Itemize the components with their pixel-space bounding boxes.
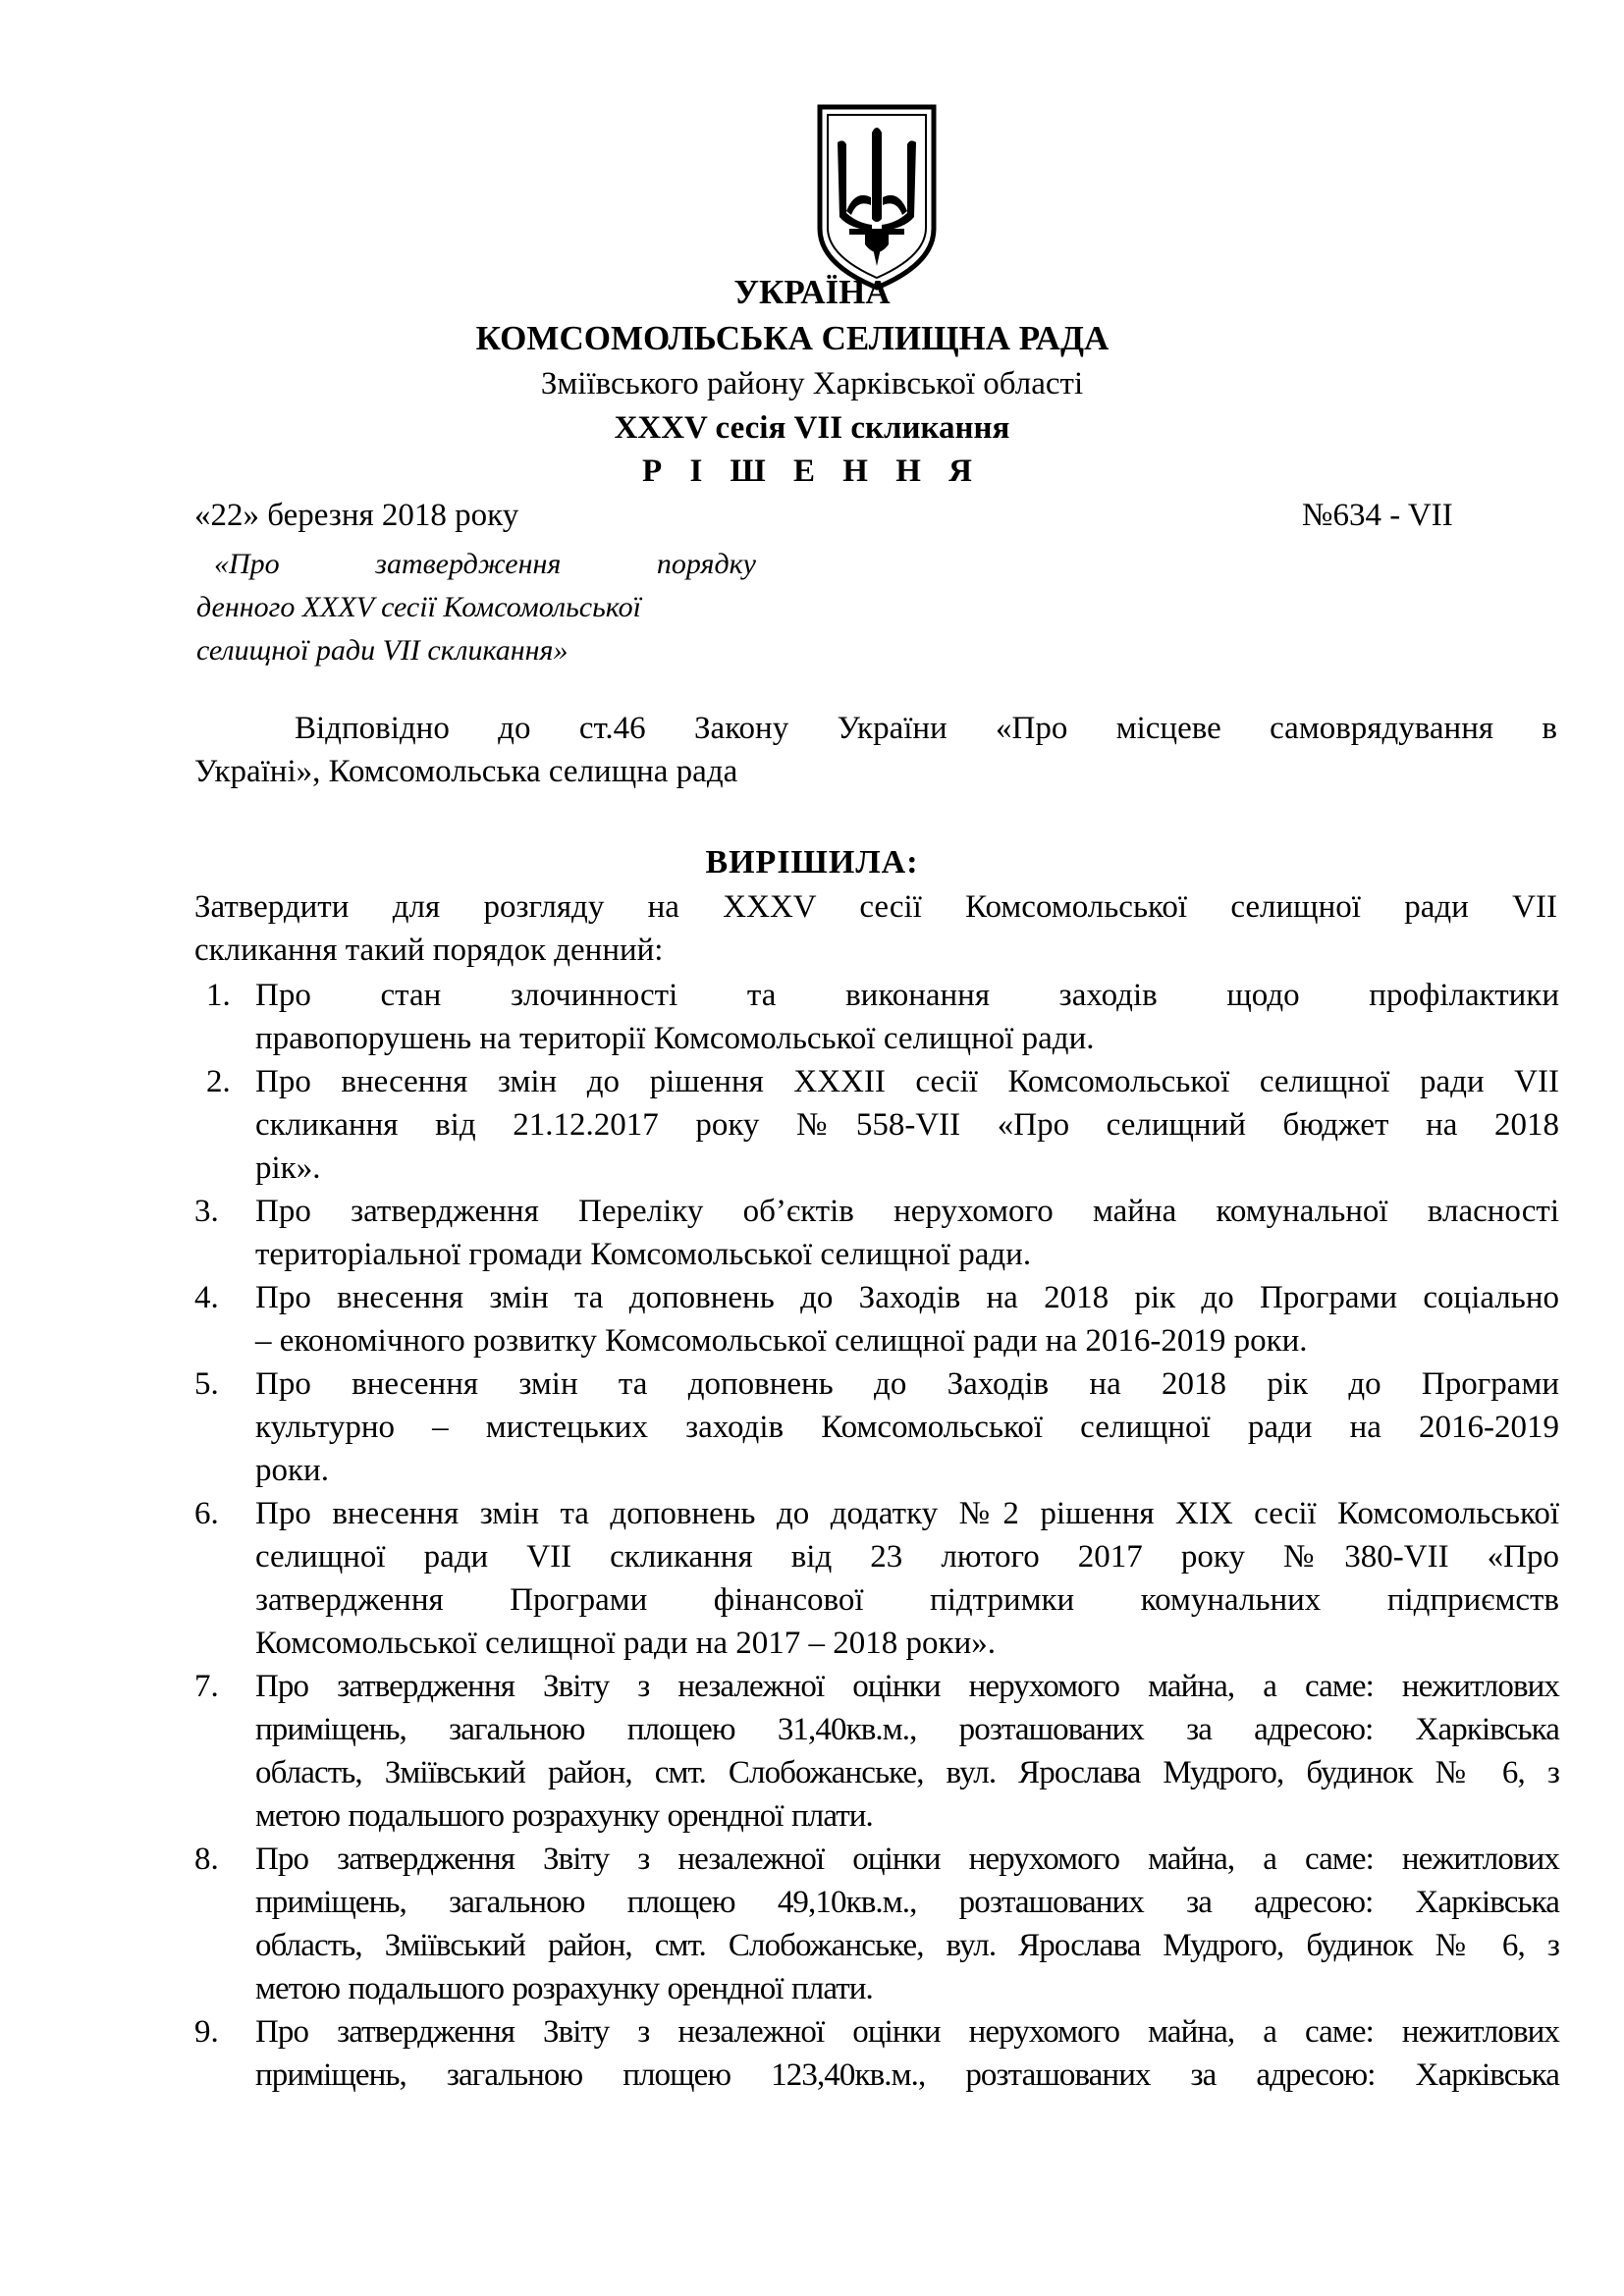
- decision-number: №634 - VII: [1302, 498, 1453, 533]
- agenda-item-line: роки.: [255, 1453, 329, 1488]
- agenda-item-line: Комсомольської селищної ради на 2017 – 2018 роки».: [255, 1626, 996, 1661]
- preamble-line: Відповідно до ст.46 Закону України «Про місцеве самоврядування в: [295, 711, 1557, 746]
- decision-subject: [196, 543, 756, 672]
- agenda-item-line: культурно – мистецьких заходів Комсомольської селищної ради на 2016-2019: [255, 1410, 1559, 1445]
- intro-line: скликання такий порядок денний:: [194, 933, 664, 968]
- agenda-item-number: 8.: [194, 1842, 219, 1877]
- agenda-item-line: селищної ради VІІ скликання від 23 лютого 2017 року №380-VІІ «Про: [255, 1539, 1559, 1575]
- decision-heading: Р І Ш Е Н Н Я: [642, 454, 982, 489]
- agenda-item-line: рік».: [255, 1150, 321, 1186]
- agenda-item: [194, 2010, 1559, 2097]
- agenda-item-line: Про затвердження Звіту з незалежної оцінки нерухомого майна, а саме: нежитлових: [255, 1669, 1559, 1704]
- agenda-item-line: Про внесення змін та доповнень до Заходів на 2018 рік до Програми соціально: [255, 1280, 1559, 1315]
- agenda-item: [194, 1060, 1559, 1190]
- agenda-item-line: приміщень, загальною площею 49,10кв.м., розташованих за адресою: Харківська: [255, 1885, 1559, 1920]
- subject-line: денного ХХХV сесії Комсомольської: [196, 591, 641, 623]
- agenda-item-line: приміщень, загальною площею 31,40кв.м., розташованих за адресою: Харківська: [255, 1712, 1559, 1747]
- agenda-item-line: затвердження Програми фінансової підтримки комунальних підприємств: [255, 1582, 1559, 1618]
- agenda-item: [194, 1492, 1559, 1665]
- agenda-item-line: правопорушень на території Комсомольської селищної ради.: [255, 1021, 1095, 1056]
- agenda-item-line: Про стан злочинності та виконання заходів щодо профілактики: [255, 978, 1559, 1013]
- agenda-item-number: 9.: [194, 2014, 219, 2050]
- intro-paragraph: [194, 885, 1557, 972]
- agenda-item-line: Про внесення змін та доповнень до додатку №2 рішення ХІХ сесії Комсомольської: [255, 1496, 1559, 1531]
- agenda-item-line: територіальної громади Комсомольської селищної ради.: [255, 1237, 1032, 1272]
- agenda-item-number: 2.: [206, 1064, 231, 1099]
- agenda-item-number: 3.: [194, 1194, 219, 1229]
- region-heading: Зміївського району Харківської області: [540, 366, 1084, 401]
- agenda-item-line: область, Зміївський район, смт. Слобожанське, вул. Ярослава Мудрого, будинок № 6, з: [255, 1928, 1559, 1963]
- agenda-item-line: приміщень, загальною площею 123,40кв.м., розташованих за адресою: Харківська: [255, 2057, 1559, 2093]
- preamble-line: Україні», Комсомольська селищна рада: [194, 754, 738, 789]
- agenda-item-line: – економічного розвитку Комсомольської селищної ради на 2016-2019 роки.: [255, 1323, 1308, 1359]
- agenda-item-number: 6.: [194, 1496, 219, 1531]
- agenda-item: [194, 974, 1559, 1060]
- agenda-item-line: Про внесення змін та доповнень до Заходів на 2018 рік до Програми: [255, 1366, 1559, 1402]
- agenda-list: [194, 974, 1559, 2097]
- agenda-item: [194, 1665, 1559, 1838]
- preamble-paragraph: [194, 707, 1557, 793]
- session-heading: ХХХV сесія VІІ скликання: [614, 410, 1010, 446]
- coat-of-arms-icon: [814, 103, 940, 292]
- council-heading: КОМСОМОЛЬСЬКА СЕЛИЩНА РАДА: [475, 319, 1110, 357]
- agenda-item-number: 4.: [194, 1280, 219, 1315]
- agenda-item: [194, 1838, 1559, 2010]
- agenda-item-number: 5.: [194, 1366, 219, 1402]
- agenda-item-line: Про затвердження Звіту з незалежної оцінки нерухомого майна, а саме: нежитлових: [255, 2014, 1559, 2050]
- agenda-item-line: метою подальшого розрахунку орендної плати.: [255, 1971, 873, 2006]
- decision-date: «22» березня 2018 року: [194, 498, 519, 533]
- agenda-item-line: Про внесення змін до рішення ХХХІІ сесії Комсомольської селищної ради VІІ: [255, 1064, 1559, 1099]
- agenda-item: [194, 1362, 1559, 1492]
- subject-line: селищної ради VІІ скликання»: [196, 634, 568, 667]
- agenda-item-line: Про затвердження Звіту з незалежної оцінки нерухомого майна, а саме: нежитлових: [255, 1842, 1559, 1877]
- agenda-item-line: область, Зміївський район, смт. Слобожанське, вул. Ярослава Мудрого, будинок № 6, з: [255, 1755, 1559, 1790]
- agenda-item-line: Про затвердження Переліку об’єктів нерухомого майна комунальної власності: [255, 1194, 1559, 1229]
- agenda-item: [194, 1276, 1559, 1362]
- agenda-item-line: скликання від 21.12.2017 року №558-VІІ «Про селищний бюджет на 2018: [255, 1107, 1559, 1143]
- intro-line: Затвердити для розгляду на ХХХV сесії Комсомольської селищної ради VІІ: [194, 889, 1557, 925]
- agenda-item-number: 7.: [194, 1669, 219, 1704]
- agenda-item: [194, 1190, 1559, 1276]
- country-heading: УКРАЇНА: [733, 273, 891, 311]
- agenda-item-line: метою подальшого розрахунку орендної плати.: [255, 1798, 873, 1834]
- subject-line: «Про затвердження порядку: [214, 548, 756, 580]
- agenda-item-number: 1.: [206, 978, 231, 1013]
- resolved-heading: ВИРІШИЛА:: [705, 844, 919, 881]
